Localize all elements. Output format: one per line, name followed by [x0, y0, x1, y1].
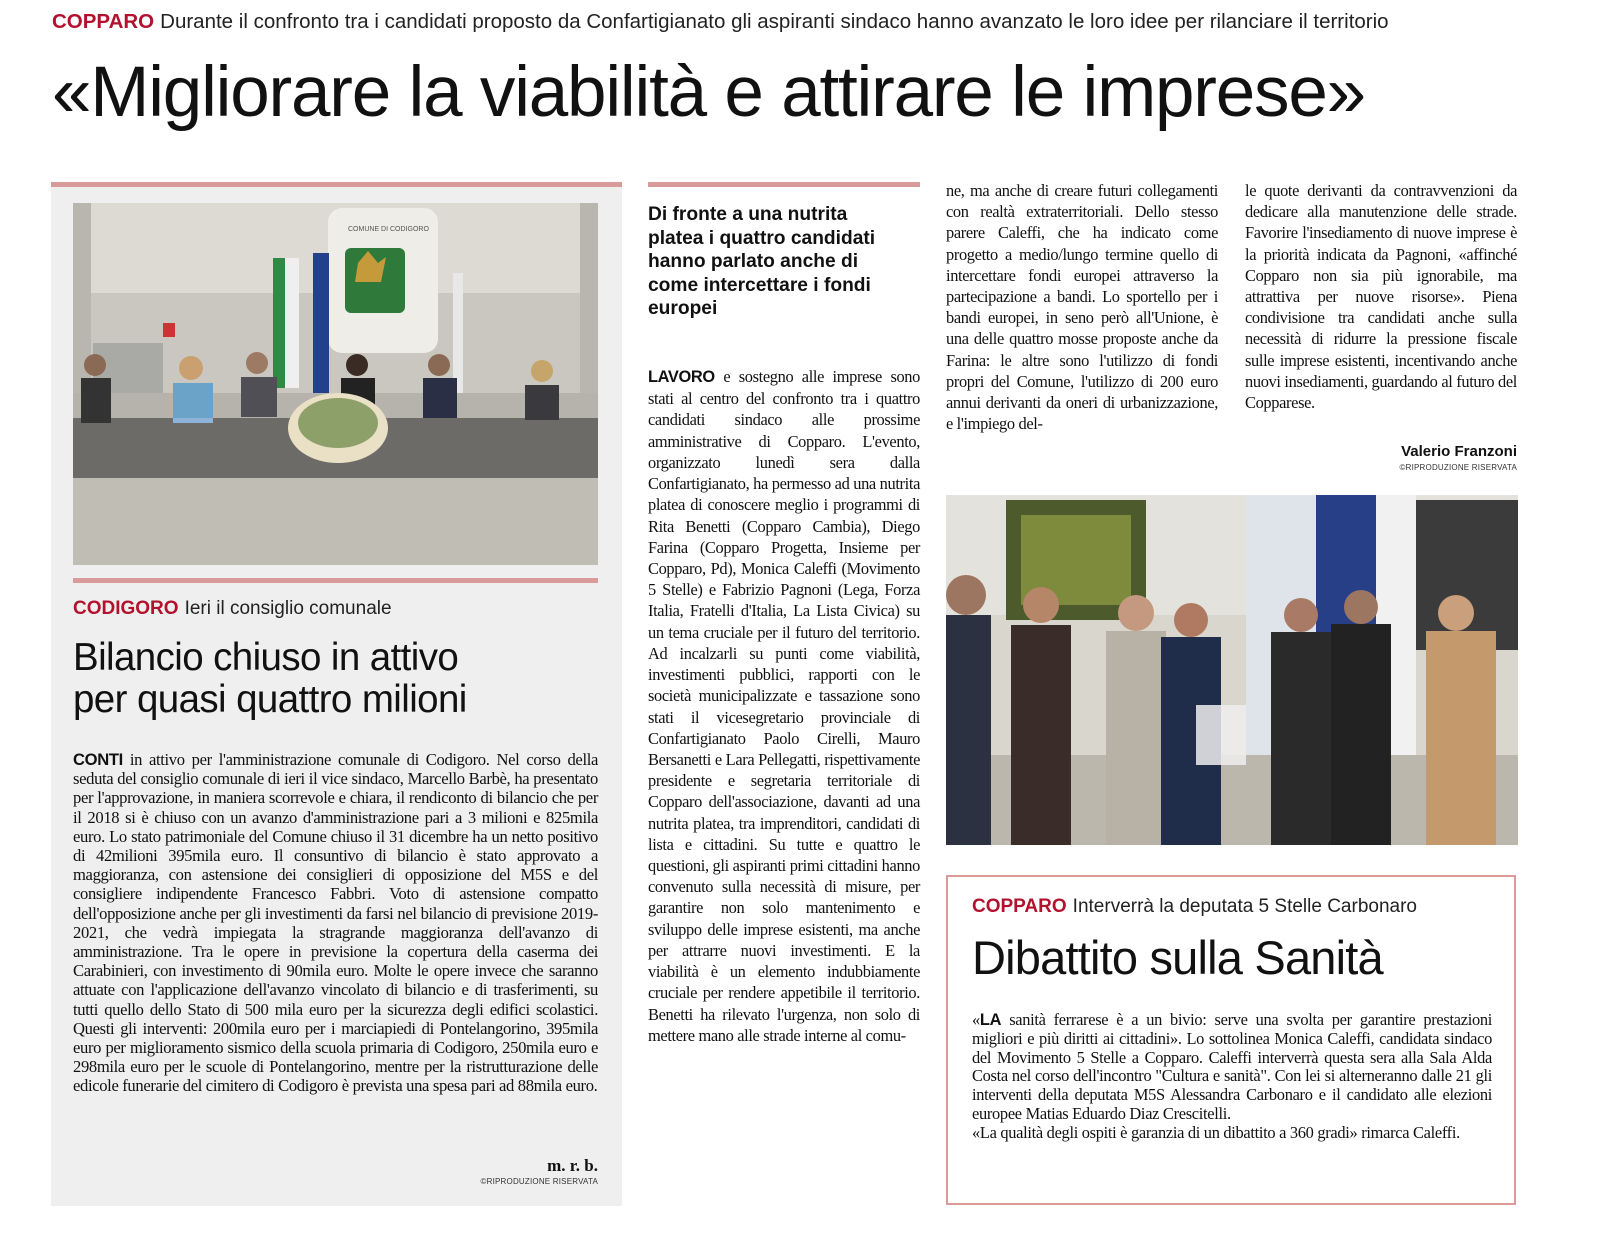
codigoro-headline	[73, 637, 467, 721]
header-kicker	[52, 10, 1552, 34]
sanita-p1-text: sanità ferrarese è a un bivio: serve una svolta per garantire prestazioni migliori e più diritti ai cittadini». Lo sottolinea Monica Caleffi, candidata sindaco del Movimento 5 Stelle a Copparo. Caleffi interverrà questa sera alla Sala Alda Costa nel corso dell'incontro "Cultura e sanità". Con lei si alterneranno dalle 21 gli interventi della deputata M5S Alessandra Carbonaro e il candidato alle elezioni europee Matias Eduardo Diaz Crescitelli.	[972, 1010, 1492, 1123]
main-col-3-text: le quote derivanti da contravvenzioni da dedicare alla manutenzione delle strade. Favorire l'insediamento di nuove imprese è la priorità indicata da Pagnoni, «affinché Copparo non sia più ignorabile, ma attrattiva per nuove risorse». Piena condivisione tra candidati anche sulla necessità di ridurre la pressione fiscale sulle imprese esistenti, incentivando anche nuovi insediamenti, guardando al futuro del Copparese.	[1245, 181, 1517, 413]
sanita-tag: COPPARO	[972, 896, 1067, 917]
main-col-2	[946, 180, 1218, 434]
header-tag: COPPARO	[52, 10, 155, 33]
sanita-paragraph-2: «La qualità degli ospiti è garanzia di un dibattito a 360 gradi» rimarca Caleffi.	[972, 1122, 1460, 1142]
main-col-2-text: ne, ma anche di creare futuri collegamenti con realtà extraterritoriali. Dello stesso parere Caleffi, che ha indicato come progetto a medio/lungo termine quello di intercettare fondi europei attraverso la partecipazione a bandi. Lo sportello per i bandi europei, in seno però all'Unione, è una delle quattro mosse proposte anche da Farina: le altre sono l'utilizzo di fondi propri del Comune, l'utilizzo di 200 euro annui derivanti da oneri di urbanizzazione, e l'impiego del-	[946, 181, 1218, 434]
header-kicker-text: Durante il confronto tra i candidati proposto da Confartigianato gli aspiranti sindaco hanno avanzato le loro idee per rilanciare il territorio	[160, 10, 1389, 33]
main-lead: LAVORO	[648, 368, 715, 386]
candidates-photo	[946, 495, 1518, 845]
codigoro-lead: CONTI	[73, 750, 123, 769]
codigoro-signature: m. r. b.	[547, 1156, 598, 1175]
codigoro-kicker	[73, 598, 392, 620]
codigoro-headline-line1: Bilancio chiuso in attivo	[73, 636, 459, 679]
codigoro-text: in attivo per l'amministrazione comunale di Codigoro. Nel corso della seduta del consiglio comunale di ieri il vice sindaco, Marcello Barbè, ha presentato per l'approvazione, in maniera scorrevole e chiara, il rendiconto di bilancio che per il 2018 si è chiuso con un avanzo d'amministrazione pari a 3 milioni e 825mila euro. Lo stato patrimoniale del Comune chiuso il 31 dicembre ha un netto positivo di 42milioni 395mila euro. Il consuntivo di bilancio è stato approvato a maggioranza, con astensione dei consiglieri di opposizione del M5S e del consigliere indipendente Francesco Fabbri. Voto di astensione compatto dell'opposizione anche per gli investimenti da farsi nel bilancio di previsione 2019-2021, che vedrà impiegata la stragrande maggioranza dell'avanzo di amministrazione. Tra le opere in previsione la copertura della caserma dei Carabinieri, con investimento di 90mila euro. Molte le opere invece che saranno attuate con l'applicazione dell'avanzo vincolato di bilancio e di trasferimenti, su tutti quello dello Stato di 500 mila euro per la sicurezza degli edifici scolastici. Questi gli interventi: 200mila euro per i marciapiedi di Pontelangorino, 395mila euro per miglioramento sismico della scuola primaria di Codigoro, 250mila euro e 298mila euro per le scuole di Pontelangorino, mentre per la ristrutturazione delle edicole funerarie del cimitero di Codigoro è prevista una spesa pari ad 88mila euro.	[73, 750, 598, 1096]
main-col-1-text: e sostegno alle imprese sono stati al centro del confronto tra i quattro candidati sindaco alle prossime amministrative di Copparo. L'evento, organizzato lunedì sera dalla Confartigianato, ha permesso ad una nutrita platea di conoscere meglio i programmi di Rita Benetti (Copparo Cambia), Diego Farina (Copparo Progetta, Insieme per Copparo, Pd), Monica Caleffi (Movimento 5 Stelle) e Fabrizio Pagnoni (Lega, Forza Italia, Fratelli d'Italia, La Lista Civica) su un tema cruciale per il futuro del territorio. Ad incalzarli su punti come viabilità, investimenti pubblici, rapporti con le società municipalizzate e tassazione sono stati il vicesegretario provinciale di Confartigianato Paolo Cirelli, Mauro Bersanetti e Lara Pellegatti, rispettivamente presidente e segretaria territoriale di Copparo dell'associazione, davanti ad una nutrita platea, tra imprenditori, candidati di lista e cittadini. Su tutte e quattro le questioni, gli aspiranti primi cittadini hanno convenuto sulla necessità di misure, per garantire non solo mantenimento e sviluppo delle imprese esistenti, ma anche per attrarre nuovi investimenti. E la viabilità è un elemento indubbiamente cruciale per rendere appetibile il territorio. Benetti ha rilevato l'urgenza, non solo di mettere mano alle strade interne al comu-	[648, 367, 921, 1045]
sanita-body	[972, 1011, 1492, 1143]
main-col-3	[1245, 180, 1517, 413]
codigoro-body	[73, 750, 598, 1096]
sanita-kicker-text: Interverrà la deputata 5 Stelle Carbonaro	[1072, 896, 1417, 917]
main-col-1	[648, 366, 920, 1046]
council-photo-caption: COMUNE DI CODIGORO	[348, 226, 429, 233]
sanita-quote-open: «	[972, 1010, 980, 1029]
codigoro-mid-rule	[73, 578, 598, 583]
sanita-lead: LA	[979, 1011, 1002, 1029]
main-signature: Valerio Franzoni	[1401, 443, 1517, 460]
sanita-headline: Dibattito sulla Sanità	[972, 931, 1383, 984]
codigoro-headline-line2: per quasi quattro milioni	[73, 678, 467, 721]
main-repro: ©RIPRODUZIONE RISERVATA	[1399, 463, 1517, 472]
sanita-kicker	[972, 896, 1417, 918]
codigoro-top-rule	[51, 182, 622, 187]
candidates-photo-image	[946, 495, 1518, 845]
council-photo	[73, 203, 598, 565]
codigoro-tag: CODIGORO	[73, 598, 179, 619]
codigoro-repro: ©RIPRODUZIONE RISERVATA	[480, 1177, 598, 1186]
main-top-rule	[648, 182, 920, 187]
council-photo-image	[73, 203, 598, 565]
headline: «Migliorare la viabilità e attirare le imprese»	[52, 53, 1365, 132]
sanita-paragraph-1	[972, 1011, 1492, 1124]
codigoro-kicker-text: Ieri il consiglio comunale	[184, 598, 392, 619]
standfirst: Di fronte a una nutrita platea i quattro candidati hanno parlato anche di come intercettare i fondi europei	[648, 204, 876, 319]
